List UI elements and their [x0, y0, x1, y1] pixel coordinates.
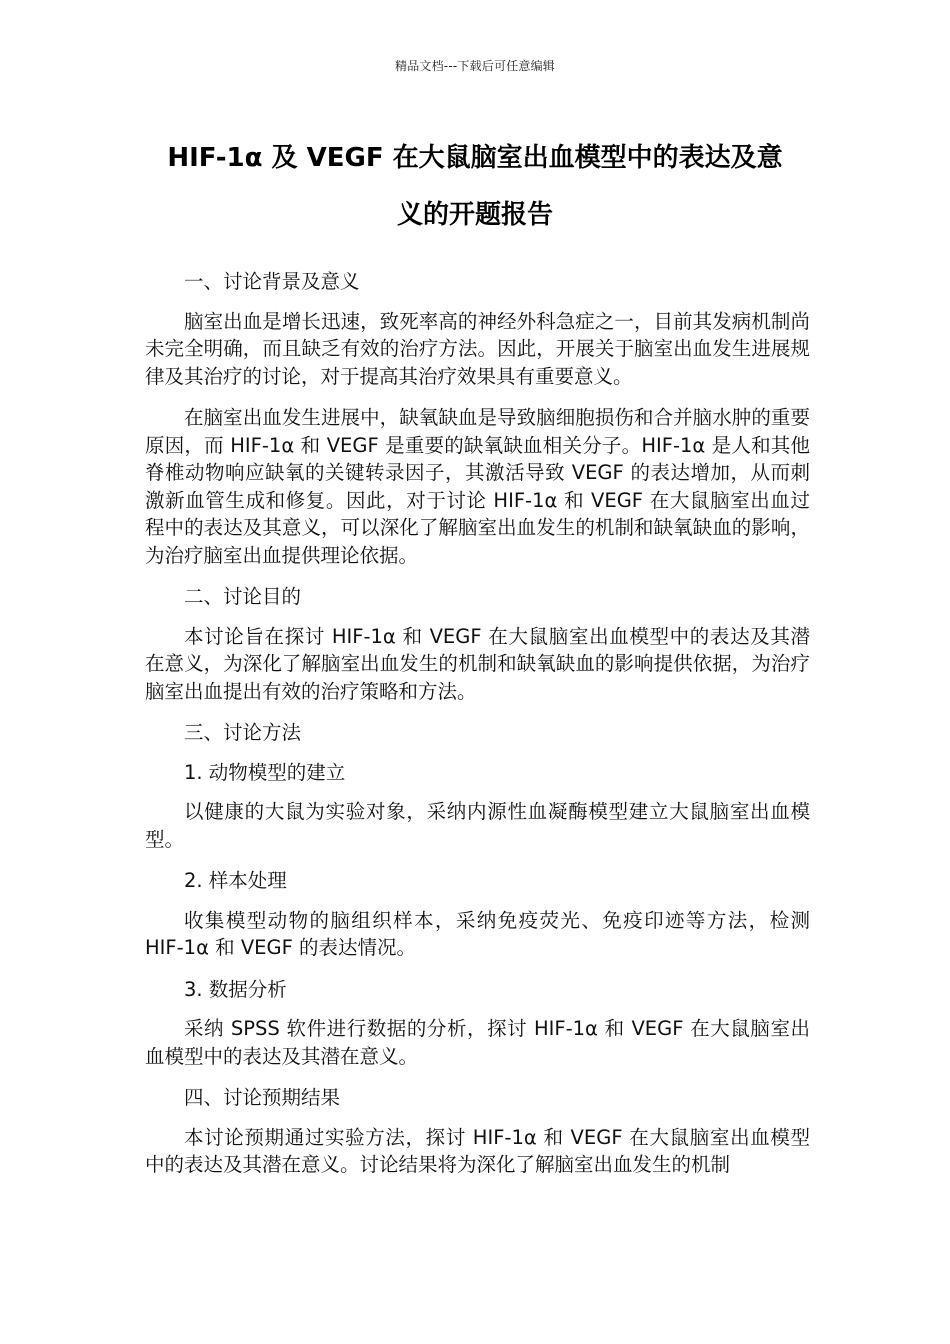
section-heading-expected-results: 四、讨论预期结果: [184, 1086, 341, 1109]
paragraph-animal-model: 以健康的大鼠为实验对象，采纳内源性血凝酶模型建立大鼠脑室出血模型。: [145, 800, 810, 851]
subheading-data-analysis: 3. 数据分析: [184, 977, 287, 1001]
subheading-sample-processing: 2. 样本处理: [184, 869, 287, 892]
title-line-1: HIF-1α 及 VEGF 在大鼠脑室出血模型中的表达及意: [167, 143, 783, 173]
document-body: [145, 268, 810, 1193]
title-line-2: 义的开题报告: [396, 200, 553, 230]
page-header: 精品文档---下载后可任意编辑: [395, 59, 555, 73]
paragraph-background-2: 在脑室出血发生进展中，缺氧缺血是导致脑细胞损伤和合并脑水肿的重要原因，而 HIF-1α 和 VEGF 是重要的缺氧缺血相关分子。HIF-1α 是人和其他脊椎动物响应缺氧的关键转录因子，其激活导致 VEGF 的表达增加，从而刺激新血管生成和修复。因此，对于讨论 HIF-1α 和 VEGF 在大鼠脑室出血过程中的表达及其意义，可以深化了解脑室出血发生的机制和缺氧缺血的影响，为治疗脑室出血提供理论依据。: [145, 406, 810, 567]
paragraph-data-analysis: 采纳 SPSS 软件进行数据的分析，探讨 HIF-1α 和 VEGF 在大鼠脑室出血模型中的表达及其潜在意义。: [145, 1017, 810, 1068]
paragraph-expected-results: 本讨论预期通过实验方法，探讨 HIF-1α 和 VEGF 在大鼠脑室出血模型中的表达及其潜在意义。讨论结果将为深化了解脑室出血发生的机制: [145, 1125, 810, 1176]
paragraph-background-1: 脑室出血是增长迅速，致死率高的神经外科急症之一，目前其发病机制尚未完全明确，而且缺乏有效的治疗方法。因此，开展关于脑室出血发生进展规律及其治疗的讨论，对于提高其治疗效果具有重要意义。: [145, 309, 810, 388]
section-heading-methods: 三、讨论方法: [184, 721, 302, 744]
paragraph-sample-processing: 收集模型动物的脑组织样本，采纳免疫荧光、免疫印迹等方法，检测 HIF-1α 和 VEGF 的表达情况。: [145, 908, 810, 959]
subheading-animal-model: 1. 动物模型的建立: [184, 760, 346, 784]
paragraph-purpose: 本讨论旨在探讨 HIF-1α 和 VEGF 在大鼠脑室出血模型中的表达及其潜在意义，为深化了解脑室出血发生的机制和缺氧缺血的影响提供依据，为治疗脑室出血提出有效的治疗策略和方法。: [145, 624, 810, 703]
document-title: [140, 130, 810, 244]
section-heading-purpose: 二、讨论目的: [184, 585, 302, 608]
section-heading-background: 一、讨论背景及意义: [184, 270, 360, 293]
